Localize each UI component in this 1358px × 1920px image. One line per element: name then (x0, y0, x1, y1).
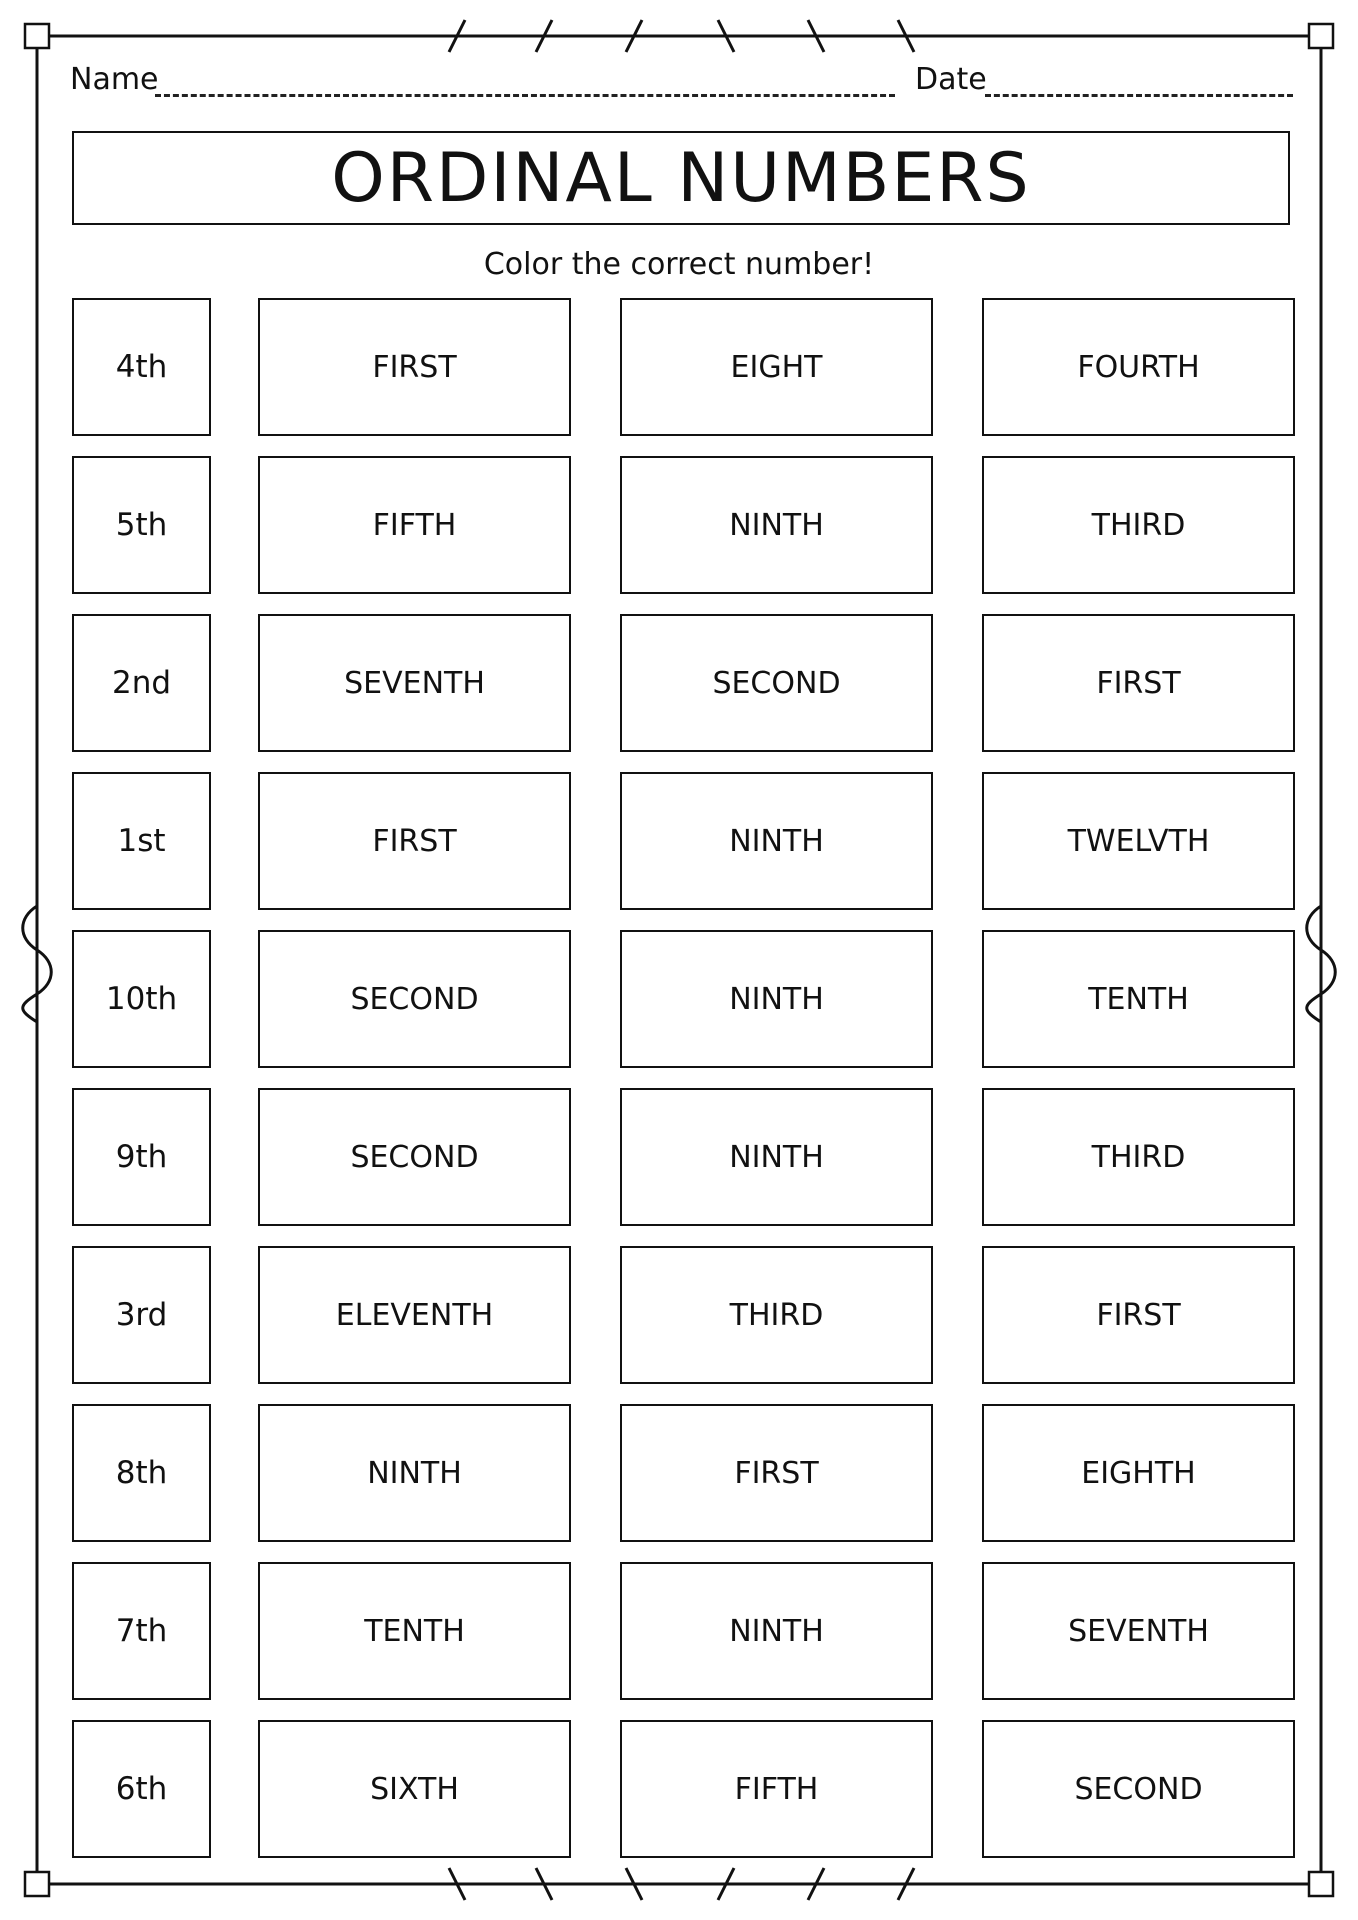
ordinal-box: 4th (72, 298, 211, 436)
answer-option-box[interactable]: NINTH (620, 930, 933, 1068)
answer-option-box[interactable]: NINTH (620, 1088, 933, 1226)
ordinal-box: 9th (72, 1088, 211, 1226)
answer-option-box[interactable]: SECOND (258, 930, 571, 1068)
answer-option-box[interactable]: FIRST (258, 298, 571, 436)
ordinal-box: 6th (72, 1720, 211, 1858)
answer-option-box[interactable]: FIFTH (258, 456, 571, 594)
answer-option-box[interactable]: TENTH (258, 1562, 571, 1700)
answer-option-box[interactable]: NINTH (620, 1562, 933, 1700)
answer-option-box[interactable]: SECOND (620, 614, 933, 752)
ordinal-box: 7th (72, 1562, 211, 1700)
answer-option-box[interactable]: SEVENTH (258, 614, 571, 752)
answer-option-box[interactable]: THIRD (982, 456, 1295, 594)
date-field[interactable] (985, 94, 1293, 97)
answer-option-box[interactable]: EIGHT (620, 298, 933, 436)
answer-option-box[interactable]: FIRST (258, 772, 571, 910)
answer-option-box[interactable]: ELEVENTH (258, 1246, 571, 1384)
ordinal-box: 1st (72, 772, 211, 910)
answer-option-box[interactable]: NINTH (620, 456, 933, 594)
answer-option-box[interactable]: NINTH (258, 1404, 571, 1542)
ordinal-box: 8th (72, 1404, 211, 1542)
answer-option-box[interactable]: FIRST (982, 1246, 1295, 1384)
answer-option-box[interactable]: NINTH (620, 772, 933, 910)
ordinal-box: 3rd (72, 1246, 211, 1384)
name-field[interactable] (155, 94, 895, 97)
ordinal-box: 2nd (72, 614, 211, 752)
date-label: Date (915, 62, 987, 97)
answer-option-box[interactable]: SECOND (982, 1720, 1295, 1858)
ordinal-box: 5th (72, 456, 211, 594)
answer-option-box[interactable]: THIRD (620, 1246, 933, 1384)
ordinal-box: 10th (72, 930, 211, 1068)
name-label: Name (70, 62, 159, 97)
answer-option-box[interactable]: FIFTH (620, 1720, 933, 1858)
answer-option-box[interactable]: TENTH (982, 930, 1295, 1068)
instruction-text: Color the correct number! (483, 247, 875, 282)
answer-option-box[interactable]: TWELVTH (982, 772, 1295, 910)
answer-option-box[interactable]: SEVENTH (982, 1562, 1295, 1700)
answer-option-box[interactable]: FIRST (982, 614, 1295, 752)
answer-option-box[interactable]: FOURTH (982, 298, 1295, 436)
answer-option-box[interactable]: SIXTH (258, 1720, 571, 1858)
answer-option-box[interactable]: FIRST (620, 1404, 933, 1542)
answer-option-box[interactable]: EIGHTH (982, 1404, 1295, 1542)
answer-option-box[interactable]: THIRD (982, 1088, 1295, 1226)
answer-option-box[interactable]: SECOND (258, 1088, 571, 1226)
page-title: ORDINAL NUMBERS (72, 131, 1290, 225)
